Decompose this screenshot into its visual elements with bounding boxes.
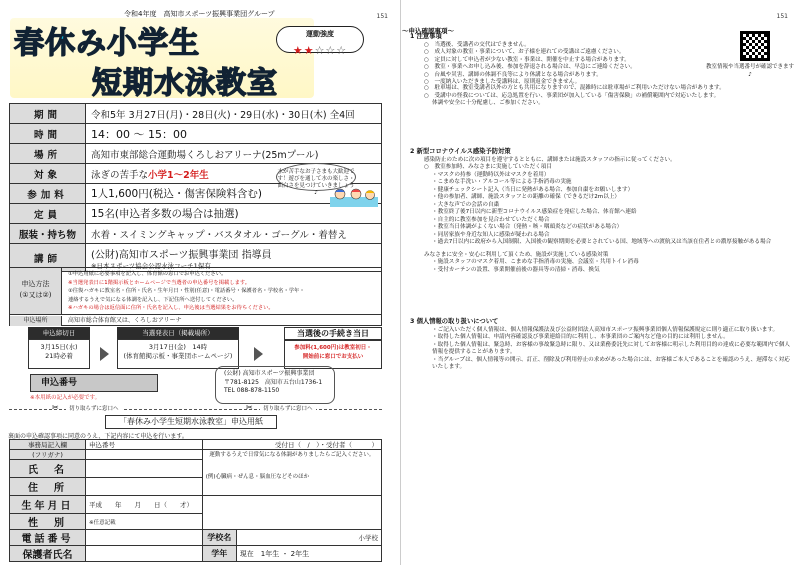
- announcement-header: 当選発表日（掲載場所）: [117, 327, 239, 339]
- qr-caption: 教室情報や当選番号が確認できます♪: [705, 64, 794, 78]
- intensity-stars: [293, 44, 347, 57]
- info-row-capacity: 定員 15名(申込者多数の場合は抽選): [10, 204, 382, 224]
- form-subtitle: 裏面の申込確認事項に同意のうえ、下記内容にて申込を行います。: [8, 433, 188, 440]
- contact-box: (公財) 高知市スポーツ振興事業団 〒781-8125 高知市五台山1736-1 TEL 088-878-1150: [215, 366, 335, 404]
- dob-field[interactable]: 平成 年 月 日（ 才）: [86, 496, 203, 514]
- guardian-field[interactable]: [86, 546, 203, 562]
- grade-field[interactable]: 現在 1年生 ・ 2年生: [236, 546, 381, 562]
- health-notes-field-ext[interactable]: [202, 496, 381, 530]
- health-notes-field[interactable]: 運動するうえで日常気になる体調がありましたらご記入ください。 (例)心臓病・ぜん息・脳血圧などそのほか: [202, 450, 381, 496]
- application-number-label: 申込番号: [30, 374, 158, 392]
- info-row-place: 場所 高知市東部総合運動場くろしおアリーナ(25mプール): [10, 144, 382, 164]
- application-method: 申込方法 (①又は②) ①申込用紙に必要事項を記入し、体育館の窓口でお申込ください。 ※当選発表日に1階掲示板とホームページで当選者の申込番号を掲載します。 ②往復ハガキに教室名・住所・氏名・生年月日・性別(任意)・電話番号・保護者名・学校名・学年・ 連絡するうえで気になる体調を記入し、下記住所へ送付してください。 ※ハガキの場合は返信面に住所・氏名を記入し、申込後は当選結果をお待ちください。: [9, 267, 382, 315]
- title-line-2: 短期水泳教室: [92, 66, 278, 101]
- form-title: 「春休み小学生短期水泳教室」申込用紙: [105, 415, 277, 429]
- star-empty-icon: ☆☆☆: [314, 44, 348, 57]
- application-form: 事務局記入欄 申込番号 受付日（ / ）・受付者（ ） (フリガナ) 運動するうえで日常気になる体調がありましたらご記入ください。 (例)心臓病・ぜん息・脳血圧などそのほか 氏 名 住 所 生年月日 平成 年 月 日（ 才） 性 別 ※任意記載 電話番号 学校名 小学校 保護者氏名 学年 現在 1年生 ・ 2年生: [9, 439, 382, 562]
- info-row-time: 時間 14：00 ～ 15：00: [10, 124, 382, 144]
- furigana-field[interactable]: [86, 450, 203, 460]
- section-notes-cont: ○ 駐車場は、教室受講者以外の方とも共用になりますので、混雑時には駐車場がご利用いただけない場合があります。 ○ 受講中の怪我については、応急処置を行い、事業団が加入している「傷害保険」の補償範囲内で対応いたします。 体調や安全に十分配慮し、ご参加ください。: [424, 85, 725, 106]
- info-row-instructor: 講師 (公財)高知市スポーツ振興事業団 指導員 ※日本スポーツ協会公認水泳コーチ1保有: [10, 244, 382, 272]
- swimmer-illustration: [330, 185, 378, 207]
- arrow-icon: [254, 347, 263, 361]
- application-place: 申込場所 高知市総合体育館又は、くろしおアリーナ: [9, 315, 382, 326]
- page-number: 151: [376, 13, 388, 20]
- gender-field[interactable]: ※任意記載: [86, 514, 203, 530]
- address-field[interactable]: [86, 478, 203, 496]
- reception-header: 当選後の手続き当日: [284, 327, 382, 340]
- announcement-body: 3月17日(金) 14時 (体育館掲示板・事業団ホームページ): [117, 339, 239, 369]
- name-field[interactable]: [86, 460, 203, 478]
- reception-body: 参加料(1,600円)は教室初日・ 開始前に窓口でお支払い: [284, 340, 382, 369]
- title-line-1: 春休み小学生: [14, 26, 200, 61]
- qr-code-icon[interactable]: [740, 31, 770, 61]
- target-grade: 小学1～2年生: [148, 169, 209, 181]
- deadline-header: 申込締切日: [28, 327, 90, 339]
- scissors-icon: ✂: [52, 403, 59, 412]
- phone-field[interactable]: [86, 530, 203, 546]
- section-privacy: 3 個人情報の取り扱いについて ・ご記入いただく個人情報は、個人情報保護法及び公益財団法人高知市スポーツ振興事業団個人情報保護規定に則り適正に取り扱います。 ・取得した個人情報は、申請内容確認及び事業連絡目的に利用し、本事業団のご案内など他の目的には利用しません。 ・取得した個人情報は、緊急時、お客様の事故緊急時に限り、又は業務委託先に対してお客様に明示した利用目的の達成に必要な範囲内で個人情報を提供することがあります。 ・当グループは、個人情報等の開示、訂正、削除及び利用停止の求めがあった場合には、お客様ご本人であることを確認のうえ、遅滞なく対応いたします。: [410, 318, 791, 370]
- star-filled-icon: ★★: [292, 44, 315, 57]
- application-notes: ①申込用紙に必要事項を記入し、体育館の窓口でお申込ください。 ※当選発表日に1階掲示板とホームページで当選者の申込番号を掲載します。 ②往復ハガキに教室名・住所・氏名・生年月日・性別(任意)・電話番号・保護者名・学校名・学年・ 連絡するうえで気になる体調を記入し、下記住所へ送付してください。 ※ハガキの場合は返信面に住所・氏名を記入し、申込後は当選結果をお待ちください。: [68, 271, 305, 311]
- info-row-fee: 参加料 1人1,600円(税込・傷害保険料含む): [10, 184, 382, 204]
- info-row-target: 対象 泳ぎの苦手な小学1～2年生: [10, 164, 382, 184]
- speech-bubble: 水が苦手なお子さまも大歓迎です！遊びを通して水の楽しさ・面白さを見つけていきましょう♪: [276, 163, 356, 191]
- info-row-period: 期間 令和5年 3月27日(月)・28日(火)・29日(水)・30日(木) 全4回: [10, 104, 382, 124]
- cut-label: 切り取らずに窓口へ: [66, 404, 122, 412]
- school-field[interactable]: 小学校: [236, 530, 381, 546]
- cut-label: 切り取らずに窓口へ: [260, 404, 316, 412]
- organizer-label: 令和4年度 高知市スポーツ振興事業団グループ: [124, 10, 275, 18]
- arrow-icon: [100, 347, 109, 361]
- info-row-items: 服装・持ち物 水着・スイミングキャップ・バスタオル・ゴーグル・着替え: [10, 224, 382, 244]
- section-notes: 1 注意事項 ○ 当選後、受講者の交代はできません。 ○ 成人対象の教室・事業について、お子様を連れての受講はご遠慮ください。 ○ 定員に対して申込者が少ない教室・事業は、開催を中止する場合があります。 ○ 教室・事業へお申し込み後、参加を辞退される場合は、早急にご連絡ください。 ○ 台風や災害、講師の体調不良等により休講となる場合があります。 ○ 一度納入いただきました受講料は、原則返金できません。: [410, 33, 636, 85]
- scissors-icon: ✂: [246, 403, 253, 412]
- intensity-badge: [276, 26, 364, 57]
- cut-line: [9, 409, 382, 410]
- terms-heading: ～申込確認事項～: [402, 27, 454, 35]
- application-number-note: ※本用紙の記入が必要です。: [30, 395, 101, 401]
- page-number: 151: [776, 13, 788, 20]
- deadline-body: 3月15日(水) 21時必着: [28, 339, 90, 369]
- section-covid: 2 新型コロナウイルス感染予防対策 感染防止のために次の項目を遵守するとともに、講師または施設スタッフの指示に従ってください。 ○ 教室参加時、みなさまに実施していただく項目 ・マスクの持参（運動時以外はマスクを着用） ・こまめな手洗い・アルコール等による手指消毒の実施 ・健康チェックシート記入（当日に発熱がある場合、参加自粛をお願いします） ・他の参加者、講師、施設スタッフとの距離の確保（できるだけ2m以上） ・大きな声での会話の自粛 ・教室終了後7日以内に新型コロナウイルス感染症を発症した場合、体育館へ連絡 ・自主的に教室参加を見合わせていただく場合 ・教室当日体調がよくない場合（発熱・咳・咽頭炎などの症状がある場合） ・同居家族や身近な知人に感染が疑われる場合 ・過去7日以内に政府から入国制限、入国後の観察期間を必要とされている国、地域等への渡航又は当該在住者との濃厚接触がある場合 みなさまに安全・安心に利用して頂くため、施設が実施している感染対策 ・施設スタッフのマスク着用、こまめな手指消毒の実施、会議室・共用トイレ消毒 ・受付カーテンの設置、事業開催前後の器具等の清掃・消毒、換気: [410, 148, 772, 273]
- intensity-label: 運動強度: [306, 30, 334, 38]
